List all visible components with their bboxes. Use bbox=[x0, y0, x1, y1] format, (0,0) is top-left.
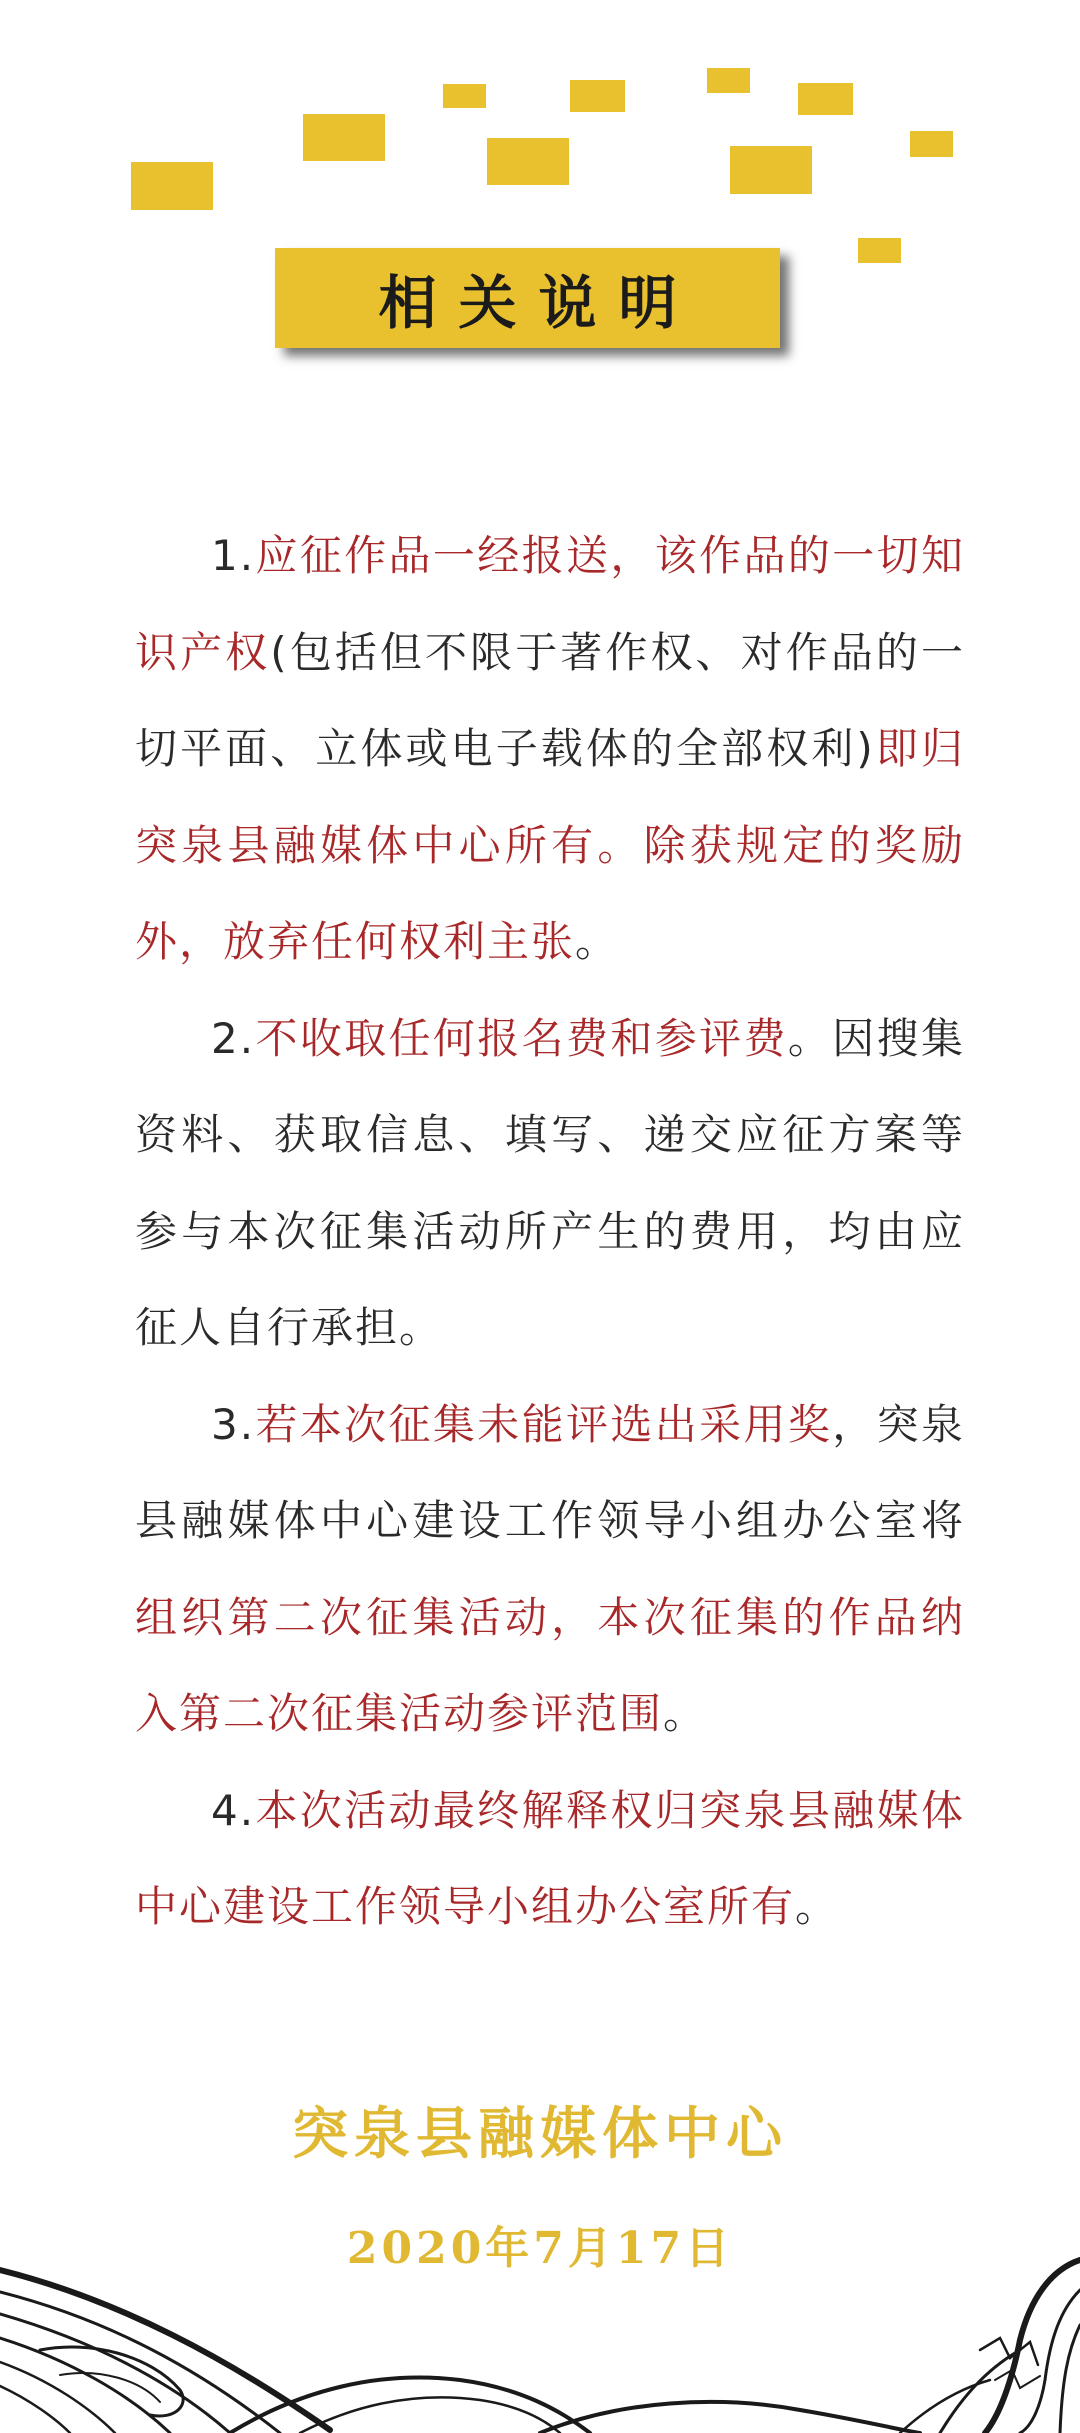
footer-date: 2020年7月17日 bbox=[346, 2223, 734, 2274]
body-text: 3. bbox=[211, 1399, 256, 1449]
decorative-block bbox=[707, 68, 750, 93]
note-paragraph-4 bbox=[135, 1763, 965, 1956]
note-paragraph-1 bbox=[135, 508, 965, 991]
body-text: 1. bbox=[211, 531, 256, 580]
body-text: 。 bbox=[575, 917, 620, 966]
note-paragraph-3 bbox=[135, 1377, 965, 1763]
highlighted-text: 若本次征集未能评选出采用奖 bbox=[255, 1399, 833, 1449]
body-text: ，突泉县融媒体中心建设工作领导小组办公室将 bbox=[135, 1399, 965, 1545]
body-text: 2. bbox=[211, 1013, 256, 1063]
decorative-block bbox=[910, 131, 953, 157]
highlighted-text: 应征作品一经报送，该作品的一切知识产权 bbox=[135, 531, 965, 677]
decorative-block bbox=[487, 138, 569, 185]
body-text: (包括但不限于著作权、对作品的一切平面、立体或电子载体的全部权利) bbox=[135, 627, 965, 773]
page-title: 相关说明 bbox=[378, 269, 699, 337]
highlighted-text: 组织第二次征集活动，本次征集的作品纳入第二次征集活动参评范围 bbox=[135, 1592, 965, 1738]
decorative-block bbox=[730, 146, 812, 194]
decorative-block bbox=[443, 84, 486, 108]
body-text: 。因搜集资料、获取信息、填写、递交应征方案等参与本次征集活动所产生的费用，均由应征人自行承担。 bbox=[135, 1013, 965, 1352]
decorative-block bbox=[570, 80, 625, 112]
body-text: 。 bbox=[795, 1882, 840, 1931]
note-paragraph-2 bbox=[135, 991, 965, 1377]
body-text: 4. bbox=[211, 1785, 256, 1835]
highlighted-text: 即归突泉县融媒体中心所有。除获规定的奖励外，放弃任何权利主张 bbox=[135, 724, 965, 966]
decorative-wave-illustration bbox=[0, 2230, 1080, 2433]
decorative-block bbox=[858, 238, 901, 263]
body-text: 。 bbox=[663, 1689, 708, 1738]
title-banner bbox=[275, 248, 780, 348]
footer-organization: 突泉县融媒体中心 bbox=[292, 2102, 788, 2167]
decorative-block bbox=[798, 83, 853, 115]
highlighted-text: 不收取任何报名费和参评费 bbox=[255, 1013, 788, 1063]
decorative-block bbox=[303, 114, 385, 161]
notes-content bbox=[135, 508, 965, 1956]
decorative-block bbox=[131, 162, 213, 210]
highlighted-text: 本次活动最终解释权归突泉县融媒体中心建设工作领导小组办公室所有 bbox=[135, 1785, 965, 1931]
